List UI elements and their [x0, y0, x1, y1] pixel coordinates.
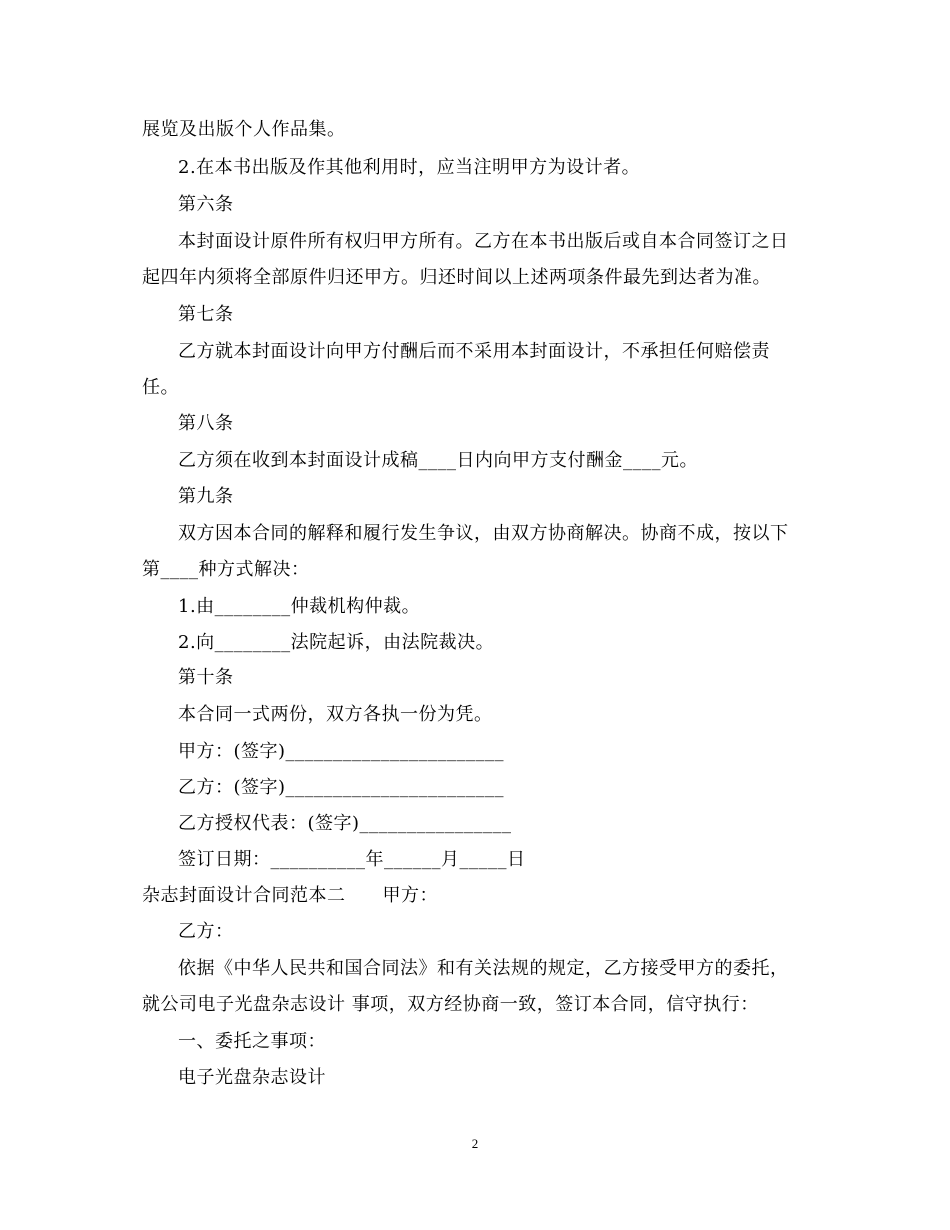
- text-line: 第____种方式解决：: [142, 559, 310, 580]
- text-line: 就公司电子光盘杂志设计 事项，双方经协商一致，签订本合同，信守执行：: [142, 994, 759, 1015]
- text-line: 双方因本合同的解释和履行发生争议，由双方协商解决。协商不成，按以下: [178, 523, 789, 544]
- article-heading: 第十条: [178, 667, 234, 688]
- article-heading: 第六条: [178, 194, 234, 215]
- article-heading: 第八条: [178, 413, 234, 434]
- article-heading: 第七条: [178, 304, 234, 325]
- text-line: 2.在本书出版及作其他利用时，应当注明甲方为设计者。: [178, 157, 641, 178]
- text-line: 一、委托之事项：: [178, 1031, 326, 1052]
- text-line: 1.由________仲裁机构仲裁。: [178, 596, 421, 617]
- signature-line-representative: 乙方授权代表：(签字)________________: [178, 813, 512, 834]
- text-line: 电子光盘杂志设计: [178, 1067, 326, 1088]
- signature-line-party-a: 甲方：(签字)_______________________: [178, 741, 505, 762]
- text-line: 任。: [142, 377, 179, 398]
- text-line: 2.向________法院起诉，由法院裁决。: [178, 632, 495, 653]
- section-title: 杂志封面设计合同范本二 甲方：: [142, 885, 438, 906]
- page-number: 2: [471, 1136, 479, 1151]
- text-line: 乙方：: [178, 921, 234, 942]
- text-line: 本封面设计原件所有权归甲方所有。乙方在本书出版后或自本合同签订之日: [178, 231, 789, 252]
- text-line: 乙方就本封面设计向甲方付酬后而不采用本封面设计，不承担任何赔偿责: [178, 341, 770, 362]
- text-line: 乙方须在收到本封面设计成稿____日内向甲方支付酬金____元。: [178, 450, 698, 471]
- signing-date-line: 签订日期：__________年______月_____日: [178, 849, 526, 870]
- article-heading: 第九条: [178, 486, 234, 507]
- text-line: 依据《中华人民共和国合同法》和有关法规的规定，乙方接受甲方的委托，: [178, 958, 789, 979]
- text-line: 展览及出版个人作品集。: [142, 119, 346, 140]
- text-line: 本合同一式两份，双方各执一份为凭。: [178, 704, 493, 725]
- signature-line-party-b: 乙方：(签字)_______________________: [178, 777, 505, 798]
- text-line: 起四年内须将全部原件归还甲方。归还时间以上述两项条件最先到达者为准。: [142, 267, 771, 288]
